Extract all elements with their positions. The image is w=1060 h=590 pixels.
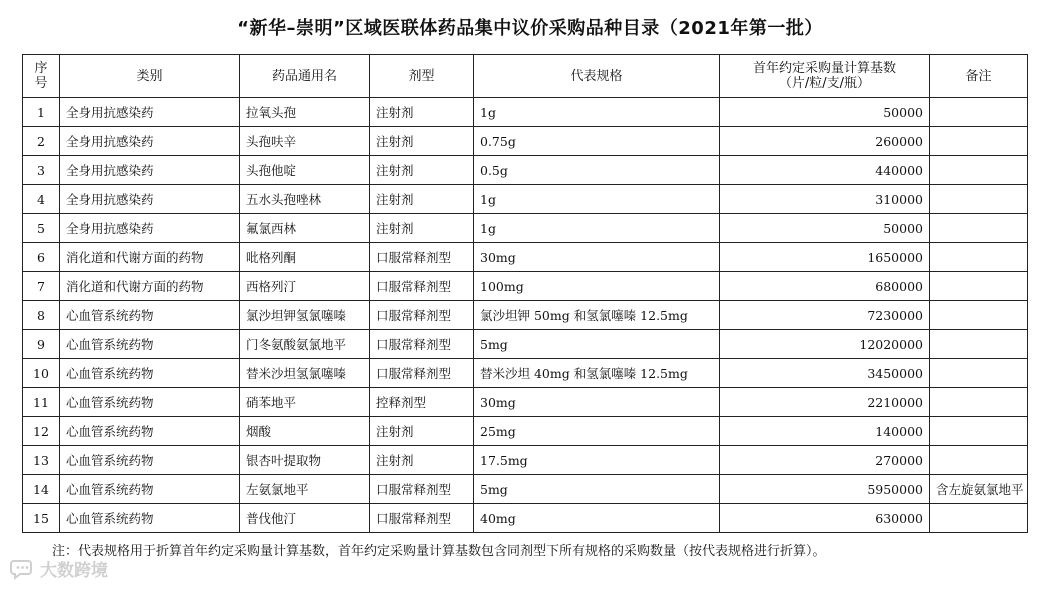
- header-generic-name: 药品通用名: [240, 55, 370, 98]
- cell-dosage-form: 口服常释剂型: [370, 504, 474, 533]
- cell-base: 50000: [720, 214, 930, 243]
- table-row: [23, 127, 1028, 156]
- table-row: [23, 475, 1028, 504]
- cell-remark: [930, 272, 1028, 301]
- header-dosage-form: 剂型: [370, 55, 474, 98]
- cell-category: 全身用抗感染药: [60, 156, 240, 185]
- watermark-text: 大数跨境: [40, 561, 108, 581]
- cell-remark: [930, 98, 1028, 127]
- cell-dosage-form: 注射剂: [370, 214, 474, 243]
- header-spec: 代表规格: [474, 55, 720, 98]
- cell-base: 50000: [720, 98, 930, 127]
- cell-no: 5: [23, 214, 60, 243]
- table-row: [23, 214, 1028, 243]
- cell-base: 440000: [720, 156, 930, 185]
- cell-remark: [930, 243, 1028, 272]
- cell-no: 1: [23, 98, 60, 127]
- cell-generic-name: 普伐他汀: [240, 504, 370, 533]
- table-row: [23, 504, 1028, 533]
- cell-remark: [930, 446, 1028, 475]
- cell-base: 270000: [720, 446, 930, 475]
- cell-generic-name: 五水头孢唑林: [240, 185, 370, 214]
- table-row: [23, 156, 1028, 185]
- header-remark: 备注: [930, 55, 1028, 98]
- header-category: 类别: [60, 55, 240, 98]
- table-header-row: [23, 55, 1028, 98]
- table-row: [23, 417, 1028, 446]
- cell-remark: [930, 185, 1028, 214]
- table-row: [23, 272, 1028, 301]
- cell-dosage-form: 口服常释剂型: [370, 301, 474, 330]
- cell-spec: 30mg: [474, 388, 720, 417]
- cell-dosage-form: 注射剂: [370, 127, 474, 156]
- table-row: [23, 185, 1028, 214]
- cell-base: 140000: [720, 417, 930, 446]
- cell-category: 心血管系统药物: [60, 504, 240, 533]
- cell-no: 14: [23, 475, 60, 504]
- cell-remark: [930, 359, 1028, 388]
- cell-category: 全身用抗感染药: [60, 185, 240, 214]
- table-row: [23, 98, 1028, 127]
- cell-no: 4: [23, 185, 60, 214]
- table-row: [23, 243, 1028, 272]
- cell-base: 12020000: [720, 330, 930, 359]
- cell-spec: 替米沙坦 40mg 和氢氯噻嗪 12.5mg: [474, 359, 720, 388]
- cell-no: 10: [23, 359, 60, 388]
- cell-base: 310000: [720, 185, 930, 214]
- cell-remark: [930, 504, 1028, 533]
- cell-generic-name: 头孢呋辛: [240, 127, 370, 156]
- cell-spec: 1g: [474, 185, 720, 214]
- cell-spec: 30mg: [474, 243, 720, 272]
- cell-remark: [930, 301, 1028, 330]
- cell-spec: 1g: [474, 98, 720, 127]
- cell-dosage-form: 注射剂: [370, 446, 474, 475]
- cell-generic-name: 门冬氨酸氨氯地平: [240, 330, 370, 359]
- cell-generic-name: 西格列汀: [240, 272, 370, 301]
- table-row: [23, 330, 1028, 359]
- cell-dosage-form: 口服常释剂型: [370, 272, 474, 301]
- cell-no: 15: [23, 504, 60, 533]
- cell-remark: [930, 417, 1028, 446]
- cell-no: 9: [23, 330, 60, 359]
- cell-spec: 17.5mg: [474, 446, 720, 475]
- table-row: [23, 359, 1028, 388]
- cell-no: 7: [23, 272, 60, 301]
- cell-dosage-form: 注射剂: [370, 98, 474, 127]
- cell-generic-name: 吡格列酮: [240, 243, 370, 272]
- cell-category: 心血管系统药物: [60, 388, 240, 417]
- table-row: [23, 388, 1028, 417]
- header-base-line2: （片/粒/支/瓶）: [778, 76, 871, 91]
- cell-category: 心血管系统药物: [60, 330, 240, 359]
- cell-remark: [930, 156, 1028, 185]
- cell-generic-name: 替米沙坦氢氯噻嗪: [240, 359, 370, 388]
- cell-category: 心血管系统药物: [60, 359, 240, 388]
- cell-remark: [930, 388, 1028, 417]
- cell-base: 680000: [720, 272, 930, 301]
- cell-category: 消化道和代谢方面的药物: [60, 272, 240, 301]
- cell-no: 2: [23, 127, 60, 156]
- cell-base: 5950000: [720, 475, 930, 504]
- cell-generic-name: 氟氯西林: [240, 214, 370, 243]
- cell-category: 心血管系统药物: [60, 417, 240, 446]
- cell-no: 6: [23, 243, 60, 272]
- catalog-table: [22, 54, 1028, 533]
- cell-spec: 0.5g: [474, 156, 720, 185]
- cell-no: 3: [23, 156, 60, 185]
- cell-generic-name: 氯沙坦钾氢氯噻嗪: [240, 301, 370, 330]
- cell-category: 全身用抗感染药: [60, 214, 240, 243]
- cell-generic-name: 硝苯地平: [240, 388, 370, 417]
- header-base-line1: 首年约定采购量计算基数: [752, 61, 896, 76]
- cell-spec: 5mg: [474, 330, 720, 359]
- cell-dosage-form: 口服常释剂型: [370, 330, 474, 359]
- cell-generic-name: 左氨氯地平: [240, 475, 370, 504]
- cell-category: 心血管系统药物: [60, 446, 240, 475]
- cell-dosage-form: 口服常释剂型: [370, 243, 474, 272]
- cell-dosage-form: 注射剂: [370, 185, 474, 214]
- cell-spec: 0.75g: [474, 127, 720, 156]
- cell-base: 2210000: [720, 388, 930, 417]
- footnote: 注：代表规格用于折算首年约定采购量计算基数，首年约定采购量计算基数包含同剂型下所有规格的采购数量（按代表规格进行折算）。: [52, 544, 826, 559]
- cell-remark: [930, 330, 1028, 359]
- cell-spec: 5mg: [474, 475, 720, 504]
- cell-remark: 含左旋氨氯地平: [930, 475, 1028, 504]
- cell-category: 全身用抗感染药: [60, 98, 240, 127]
- cell-dosage-form: 注射剂: [370, 417, 474, 446]
- cell-base: 630000: [720, 504, 930, 533]
- cell-dosage-form: 口服常释剂型: [370, 475, 474, 504]
- cell-dosage-form: 注射剂: [370, 156, 474, 185]
- cell-no: 13: [23, 446, 60, 475]
- cell-base: 260000: [720, 127, 930, 156]
- cell-dosage-form: 口服常释剂型: [370, 359, 474, 388]
- cell-dosage-form: 控释剂型: [370, 388, 474, 417]
- header-base: [720, 55, 930, 98]
- cell-spec: 40mg: [474, 504, 720, 533]
- table-row: [23, 301, 1028, 330]
- cell-spec: 1g: [474, 214, 720, 243]
- cell-generic-name: 拉氧头孢: [240, 98, 370, 127]
- chat-bubble-logo-icon: [10, 558, 36, 580]
- watermark: [10, 556, 108, 581]
- cell-category: 全身用抗感染药: [60, 127, 240, 156]
- cell-spec: 100mg: [474, 272, 720, 301]
- page-title: “新华–崇明”区域医联体药品集中议价采购品种目录（2021年第一批）: [237, 18, 823, 39]
- cell-remark: [930, 127, 1028, 156]
- cell-spec: 氯沙坦钾 50mg 和氢氯噻嗪 12.5mg: [474, 301, 720, 330]
- cell-base: 1650000: [720, 243, 930, 272]
- cell-no: 8: [23, 301, 60, 330]
- cell-category: 心血管系统药物: [60, 301, 240, 330]
- cell-no: 12: [23, 417, 60, 446]
- cell-generic-name: 烟酸: [240, 417, 370, 446]
- table-row: [23, 446, 1028, 475]
- cell-spec: 25mg: [474, 417, 720, 446]
- cell-remark: [930, 214, 1028, 243]
- cell-base: 7230000: [720, 301, 930, 330]
- header-no: 序号: [23, 55, 60, 98]
- cell-generic-name: 头孢他啶: [240, 156, 370, 185]
- cell-category: 消化道和代谢方面的药物: [60, 243, 240, 272]
- cell-base: 3450000: [720, 359, 930, 388]
- cell-no: 11: [23, 388, 60, 417]
- cell-generic-name: 银杏叶提取物: [240, 446, 370, 475]
- cell-category: 心血管系统药物: [60, 475, 240, 504]
